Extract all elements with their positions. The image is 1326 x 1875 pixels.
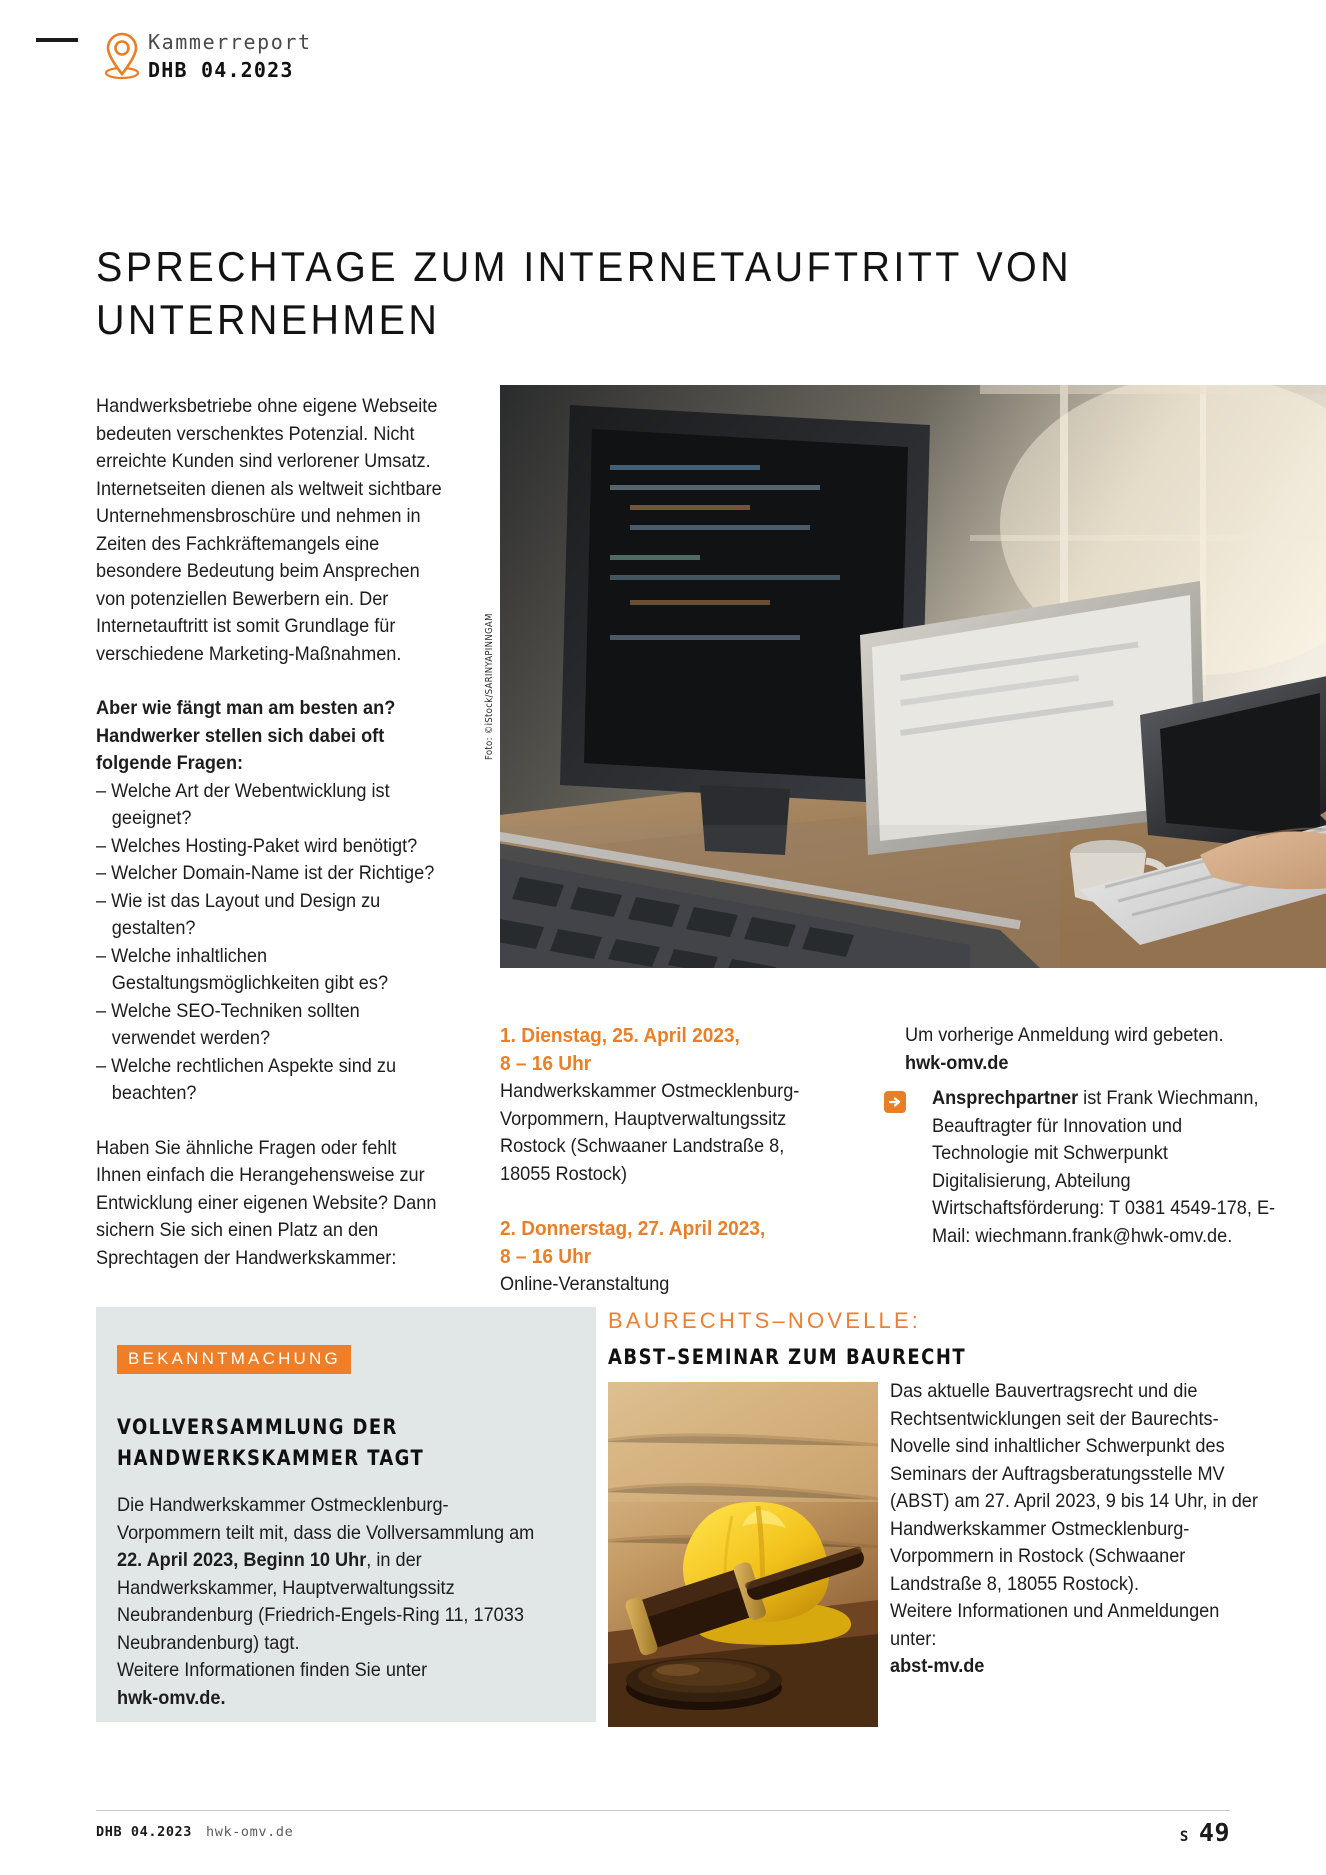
announcement-title-line1: VOLLVERSAMMLUNG DER xyxy=(117,1415,398,1439)
masthead-rule xyxy=(36,38,78,42)
announcement-box xyxy=(96,1307,596,1722)
announcement-date: 22. April 2023, xyxy=(117,1549,239,1571)
baurecht-kicker: BAURECHTS–NOVELLE: xyxy=(608,1308,922,1333)
event-2-body: Online-Veranstaltung xyxy=(500,1273,670,1295)
footer-page-number: 49 xyxy=(1198,1818,1230,1847)
announcement-body-2: , in der Handwerkskammer, Hauptverwaltungssitz Neubrandenburg (Friedrich-Engels-Ring 11, 17033 Neubrandenburg) tagt. xyxy=(117,1549,524,1654)
announcement-body xyxy=(117,1492,545,1712)
baurecht-body: Das aktuelle Bauvertragsrecht und die Rechtsentwicklungen seit der Baurechts-Novelle sind inhaltlicher Schwerpunkt des Seminars der Auftragsberatungsstelle MV (ABST) am 27. April 2023, 9 bis 14 Uhr, in der Handwerkskammer Ostmecklenburg-Vorpommern in Rostock (Schwaaner Landstraße 8, 18055 Rostock). xyxy=(890,1380,1258,1595)
event-2-heading-line2: 8 – 16 Uhr xyxy=(500,1245,592,1268)
questions-lead: Aber wie fängt man am besten an? Handwerker stellen sich dabei oft folgende Fragen: xyxy=(96,697,396,774)
list-item: – Welcher Domain-Name ist der Richtige? xyxy=(96,862,435,884)
announcement-body-1: Die Handwerkskammer Ostmecklenburg-Vorpommern teilt mit, dass die Vollversammlung am xyxy=(117,1494,535,1544)
arrow-right-badge-icon xyxy=(884,1091,906,1113)
footer-page-prefix: S xyxy=(1179,1829,1190,1845)
masthead-issue: DHB 04.2023 xyxy=(148,58,294,82)
event-1-heading-line2: 8 – 16 Uhr xyxy=(500,1052,592,1075)
footer-page xyxy=(1180,1818,1230,1847)
status-badge: BEKANNTMACHUNG xyxy=(117,1345,351,1374)
baurecht-more-link[interactable]: abst-mv.de xyxy=(890,1655,985,1677)
baurecht-title: ABST–SEMINAR ZUM BAURECHT xyxy=(608,1345,967,1369)
article-left-column xyxy=(96,393,445,1272)
announcement-time: Beginn 10 Uhr xyxy=(243,1549,367,1571)
registration-column xyxy=(905,1022,1277,1077)
page-title: SPRECHTAGE ZUM INTERNETAUFTRITT VON UNTERNEHMEN xyxy=(96,243,1073,343)
gavel-hardhat-photo xyxy=(608,1382,878,1727)
masthead-text xyxy=(148,28,312,84)
announcement-title-line2: HANDWERKSKAMMER TAGT xyxy=(117,1446,425,1470)
registration-link[interactable]: hwk-omv.de xyxy=(905,1051,1009,1074)
events-column xyxy=(500,1022,839,1299)
location-pin-icon xyxy=(103,30,141,80)
photo-credit: Foto: ©iStock/SARINYAPINNGAM xyxy=(484,613,495,760)
list-item: – Welche SEO-Techniken sollten verwendet werden? xyxy=(96,999,360,1049)
footer-issue: DHB 04.2023 xyxy=(96,1824,193,1840)
contact-label: Ansprechpartner xyxy=(932,1087,1079,1109)
desk-computer-photo xyxy=(500,385,1326,968)
event-1-body: Handwerkskammer Ostmecklenburg-Vorpommern, Hauptverwaltungssitz Rostock (Schwaaner Landstraße 8, 18055 Rostock) xyxy=(500,1080,800,1185)
contact-block xyxy=(932,1085,1278,1250)
baurecht-text-column xyxy=(890,1378,1262,1681)
event-2-heading-line1: 2. Donnerstag, 27. April 2023, xyxy=(500,1217,766,1240)
contact-text: ist Frank Wiechmann, Beauftragter für Innovation und Technologie mit Schwerpunkt Digitalisierung, Abteilung Wirtschaftsförderung: T 0381 4549-178, E-Mail: wiechmann.frank@hwk-omv.de. xyxy=(932,1087,1276,1247)
list-item: – Welche Art der Webentwicklung ist geeignet? xyxy=(96,779,390,829)
announcement-footer-text: Weitere Informationen finden Sie unter xyxy=(117,1659,428,1681)
announcement-title xyxy=(117,1412,545,1474)
questions-list xyxy=(96,778,445,1108)
list-item: – Wie ist das Layout und Design zu gestalten? xyxy=(96,889,381,939)
registration-note: Um vorherige Anmeldung wird gebeten. xyxy=(905,1024,1224,1046)
footer-divider xyxy=(96,1810,1230,1811)
article-closing: Haben Sie ähnliche Fragen oder fehlt Ihnen einfach die Herangehensweise zur Entwicklung einer eigenen Website? Dann sichern Sie sich einen Platz an den Sprechtagen der Handwerkskammer: xyxy=(96,1136,437,1269)
list-item: – Welche rechtlichen Aspekte sind zu beachten? xyxy=(96,1054,397,1104)
event-1-heading-line1: 1. Dienstag, 25. April 2023, xyxy=(500,1024,740,1047)
baurecht-more-text: Weitere Informationen und Anmeldungen unter: xyxy=(890,1600,1220,1650)
list-item: – Welches Hosting-Paket wird benötigt? xyxy=(96,834,418,857)
footer-site[interactable]: hwk-omv.de xyxy=(206,1824,294,1840)
footer-left xyxy=(96,1824,293,1840)
masthead-label: Kammerreport xyxy=(148,30,312,54)
list-item: – Welche inhaltlichen Gestaltungsmöglichkeiten gibt es? xyxy=(96,944,389,994)
masthead xyxy=(0,30,1326,94)
article-intro: Handwerksbetriebe ohne eigene Webseite bedeuten verschenktes Potenzial. Nicht erreichte Kunden sind verlorener Umsatz. Internetseiten dienen als weltweit sichtbare Unternehmensbroschüre und nehmen in Zeiten des Fachkräftemangels eine besondere Bedeutung beim Ansprechen von potenziellen Bewerbern ein. Der Internetauftritt ist somit Grundlage für verschiedene Marketing-Maßnahmen. xyxy=(96,395,442,665)
announcement-footer-link[interactable]: hwk-omv.de. xyxy=(117,1686,226,1709)
